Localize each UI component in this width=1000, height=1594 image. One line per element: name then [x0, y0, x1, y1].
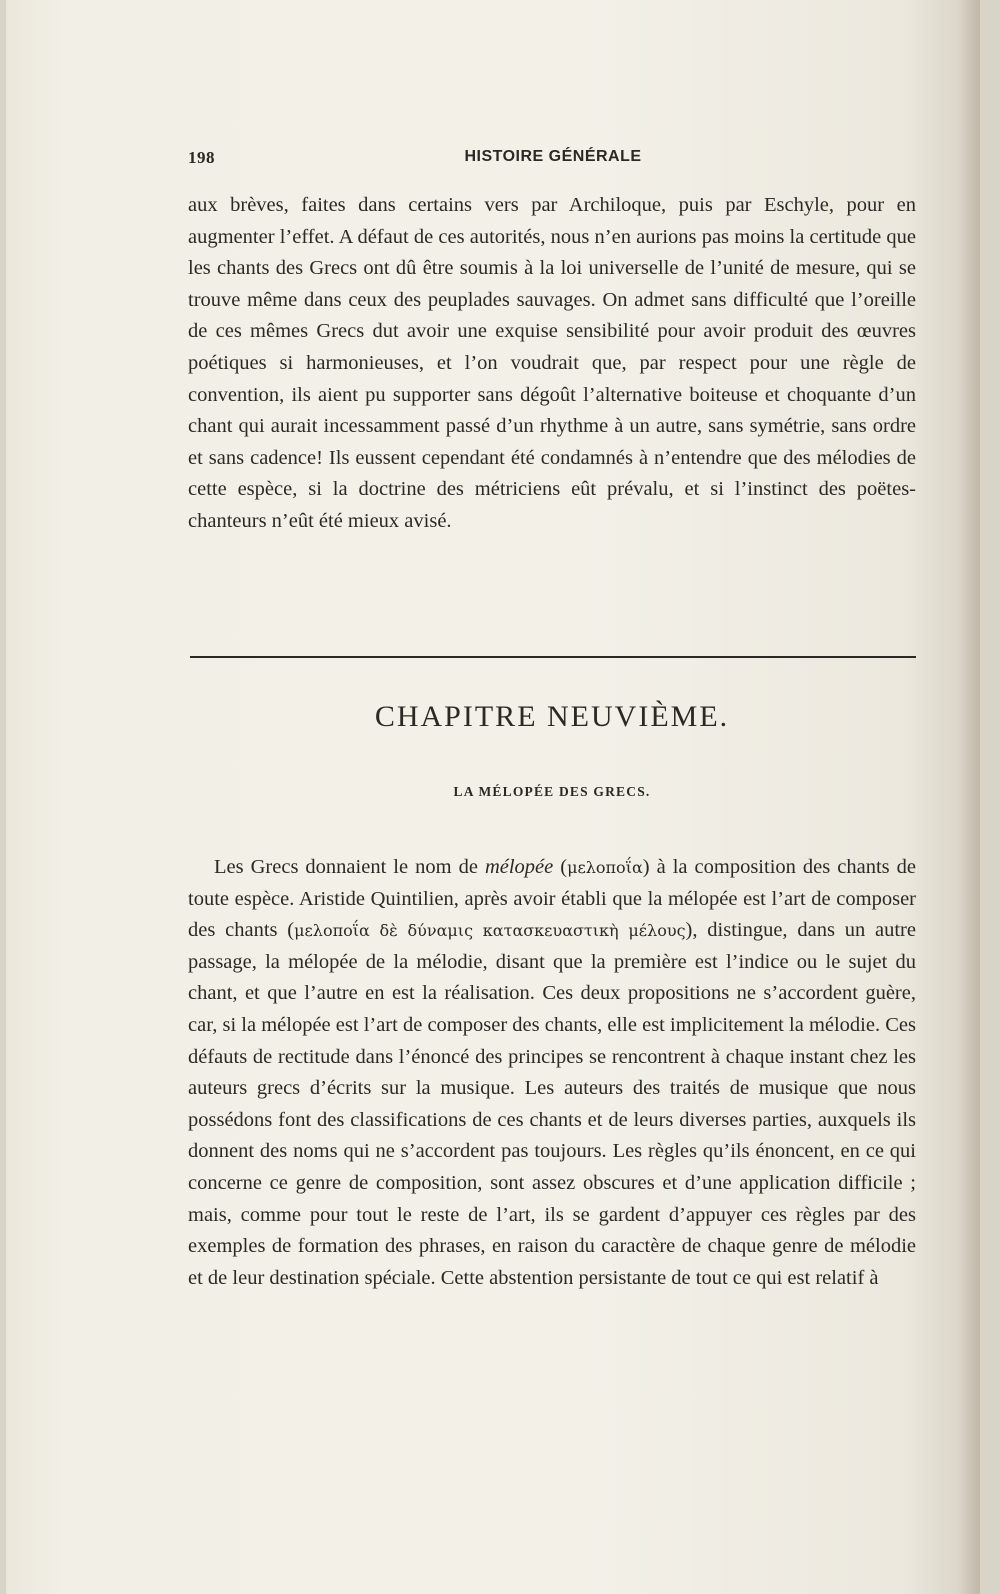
page-number: 198 [188, 148, 215, 167]
chapter-subtitle: LA MÉLOPÉE DES GRECS. [453, 784, 651, 799]
greek-quotation: μελοποΐα δὲ δύναμις κατασκευαστικὴ μέλους [294, 921, 686, 941]
chapter-title: CHAPITRE NEUVIÈME. [374, 700, 730, 733]
text-segment: ( [553, 856, 568, 878]
paragraph-melopee [188, 852, 916, 1294]
chapter-divider-rule [190, 656, 916, 658]
greek-term: μελοποΐα [567, 858, 643, 877]
paragraph-continuation: aux brèves, faites dans certains vers par Archiloque, puis par Eschyle, pour en augmenter l’effet. A défaut de ces autorités, nous n’en aurions pas moins la certitude que les chants des Grecs ont dû être soumis à la loi universelle de l’unité de mesure, qui se trouve même dans ceux des peuplades sauvages. On admet sans difficulté que l’oreille de ces mêmes Grecs dut avoir une exquise sensibilité pour avoir produit des œuvres poétiques si harmonieuses, et l’on voudrait que, par respect pour une règle de convention, ils aient pu supporter sans dégoût l’alternative boiteuse et choquante d’un chant qui aurait incessamment passé d’un rhythme à un autre, sans symétrie, sans ordre et sans cadence! Ils eussent cependant été condamnés à n’entendre que des mélodies de cette espèce, si la doctrine des métriciens eût prévalu, et si l’instinct des poëtes-chanteurs n’eût été mieux avisé. [188, 194, 916, 532]
book-page [6, 0, 980, 1594]
text-segment: ), distingue, dans un autre passage, la mélopée de la mélodie, disant que la première est l’indice ou le sujet du chant, et que l’autre en est la réalisation. Ces deux propositions ne s’accordent guère, car, si la mélopée est l’art de composer des chants, elle est implicitement la mélodie. Ces défauts de rectitude dans l’énoncé des principes se rencontrent à chaque instant chez les auteurs grecs d’écrits sur la musique. Les auteurs des traités de musique que nous possédons font des classifications de ces chants et de leurs diverses parties, auxquels ils donnent des noms qui ne s’accordent pas toujours. Les règles qu’ils énoncent, en ce qui concerne ce genre de composition, sont assez obscures et d’une application difficile ; mais, comme pour tout le reste de l’art, ils se gardent d’appuyer ces règles par des exemples de formation des phrases, en raison du caractère de chaque genre de mélodie et de leur destination spéciale. Cette abstention persistante de tout ce qui est relatif à [188, 919, 916, 1289]
running-header [188, 148, 918, 172]
text-segment: ) à la composition des chants de toute espèce. Aristide Quintilien, après avoir établi que la mélopée est l’art de composer des chants ( [188, 856, 916, 942]
italic-term: mélopée [484, 856, 554, 878]
running-title: HISTOIRE GÉNÉRALE [464, 148, 642, 165]
page-edge-shadow [958, 0, 980, 1594]
text-segment: Les Grecs donnaient le nom de [214, 856, 485, 878]
